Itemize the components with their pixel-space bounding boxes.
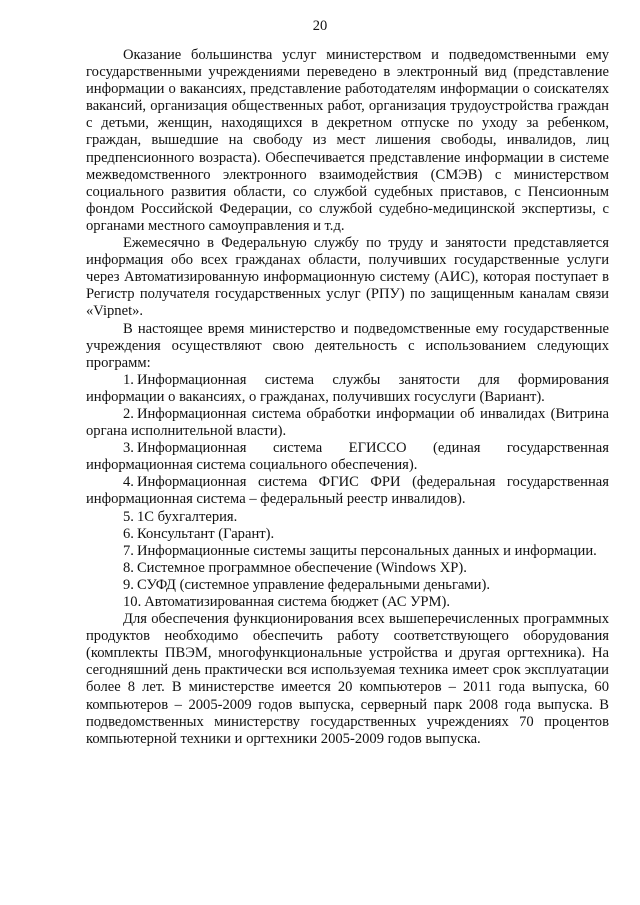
- list-item: [86, 543, 609, 560]
- list-item: [86, 372, 609, 406]
- programs-list: [86, 372, 609, 611]
- list-item-text: Консультант (Гарант).: [136, 525, 275, 542]
- list-item-number: 1.: [123, 371, 134, 388]
- list-item-number: 4.: [123, 474, 134, 491]
- list-item-text: СУФД (системное управление федеральными деньгами).: [136, 576, 490, 593]
- list-item: [86, 560, 609, 577]
- list-item-text: Информационные системы защиты персональных данных и информации.: [136, 542, 597, 559]
- list-item: [86, 474, 609, 508]
- list-item-number: 5.: [123, 508, 134, 525]
- list-item-number: 3.: [123, 440, 134, 457]
- list-item: [86, 526, 609, 543]
- list-item-text: Информационная система обработки информации об инвалидах (Витрина органа исполнительной власти).: [86, 405, 609, 440]
- document-body: [86, 47, 609, 748]
- list-item: [86, 509, 609, 526]
- list-item-number: 8.: [123, 559, 134, 576]
- list-item-number: 2.: [123, 405, 134, 422]
- paragraph-monthly-reporting: Ежемесячно в Федеральную службу по труду и занятости представляется информация обо всех гражданах области, получивших государственные услуги через Автоматизированную информационную систему (АИС), которая поступает в Регистр получателя государственных услуг (РПУ) по защищенным каналам связи «Vipnet».: [86, 235, 609, 320]
- paragraph-equipment: Для обеспечения функционирования всех вышеперечисленных программных продуктов необходимо обеспечить работу соответствующего оборудования (комплекты ПВЭМ, многофункциональные устройства и другая оргтехника). На сегодняшний день практически вся используемая техника имеет срок эксплуатации более 8 лет. В министерстве имеется 20 компьютеров – 2011 года выпуска, 60 компьютеров – 2005-2009 годов выпуска, серверный парк 2008 года выпуска. В подведомственных министерству государственных учреждениях 70 процентов компьютерной техники и оргтехники 2005-2009 годов выпуска.: [86, 611, 609, 747]
- list-item-text: Системное программное обеспечение (Windows XP).: [136, 559, 467, 576]
- list-item-number: 9.: [123, 576, 134, 593]
- list-item-text: Информационная система службы занятости для формирования информации о вакансиях, о гражданах, получивших госуслуги (Вариант).: [86, 371, 609, 405]
- list-item-text: Информационная система ФГИС ФРИ (федеральная государственная информационная система – федеральный реестр инвалидов).: [86, 474, 609, 508]
- list-item: [86, 440, 609, 474]
- list-item: [86, 577, 609, 594]
- list-item: [86, 406, 609, 440]
- paragraph-services: Оказание большинства услуг министерством и подведомственными ему государственными учреждениями переведено в электронный вид (представление информации о вакансиях, представление работодателям информации о соискателях вакансий, организация общественных работ, организация трудоустройства граждан с детьми, женщин, находящихся в декретном отпуске по уходу за ребенком, граждан, вышедшие на свободу из мест лишения свободы, инвалидов, лиц предпенсионного возраста). Обеспечивается представление информации в системе межведомственного электронного взаимодействия (СМЭВ) с министерством социального развития области, со службой судебных приставов, с Пенсионным фондом Российской Федерации, со службой судебно-медицинской экспертизы, с органами местного самоуправления и т.д.: [86, 47, 609, 234]
- list-item-number: 6.: [123, 525, 134, 542]
- paragraph-programs-intro: В настоящее время министерство и подведомственные ему государственные учреждения осуществляют свою деятельность с использованием следующих программ:: [86, 320, 609, 371]
- list-item-number: 10.: [123, 594, 142, 610]
- list-item: [86, 594, 609, 611]
- list-item-number: 7.: [123, 542, 134, 559]
- list-item-text: 1С бухгалтерия.: [136, 508, 238, 525]
- list-item-text: Информационная система ЕГИССО (единая государственная информационная система социального обеспечения).: [86, 440, 609, 474]
- list-item-text: Автоматизированная система бюджет (АС УРМ).: [144, 594, 451, 610]
- page-number: 20: [312, 18, 328, 34]
